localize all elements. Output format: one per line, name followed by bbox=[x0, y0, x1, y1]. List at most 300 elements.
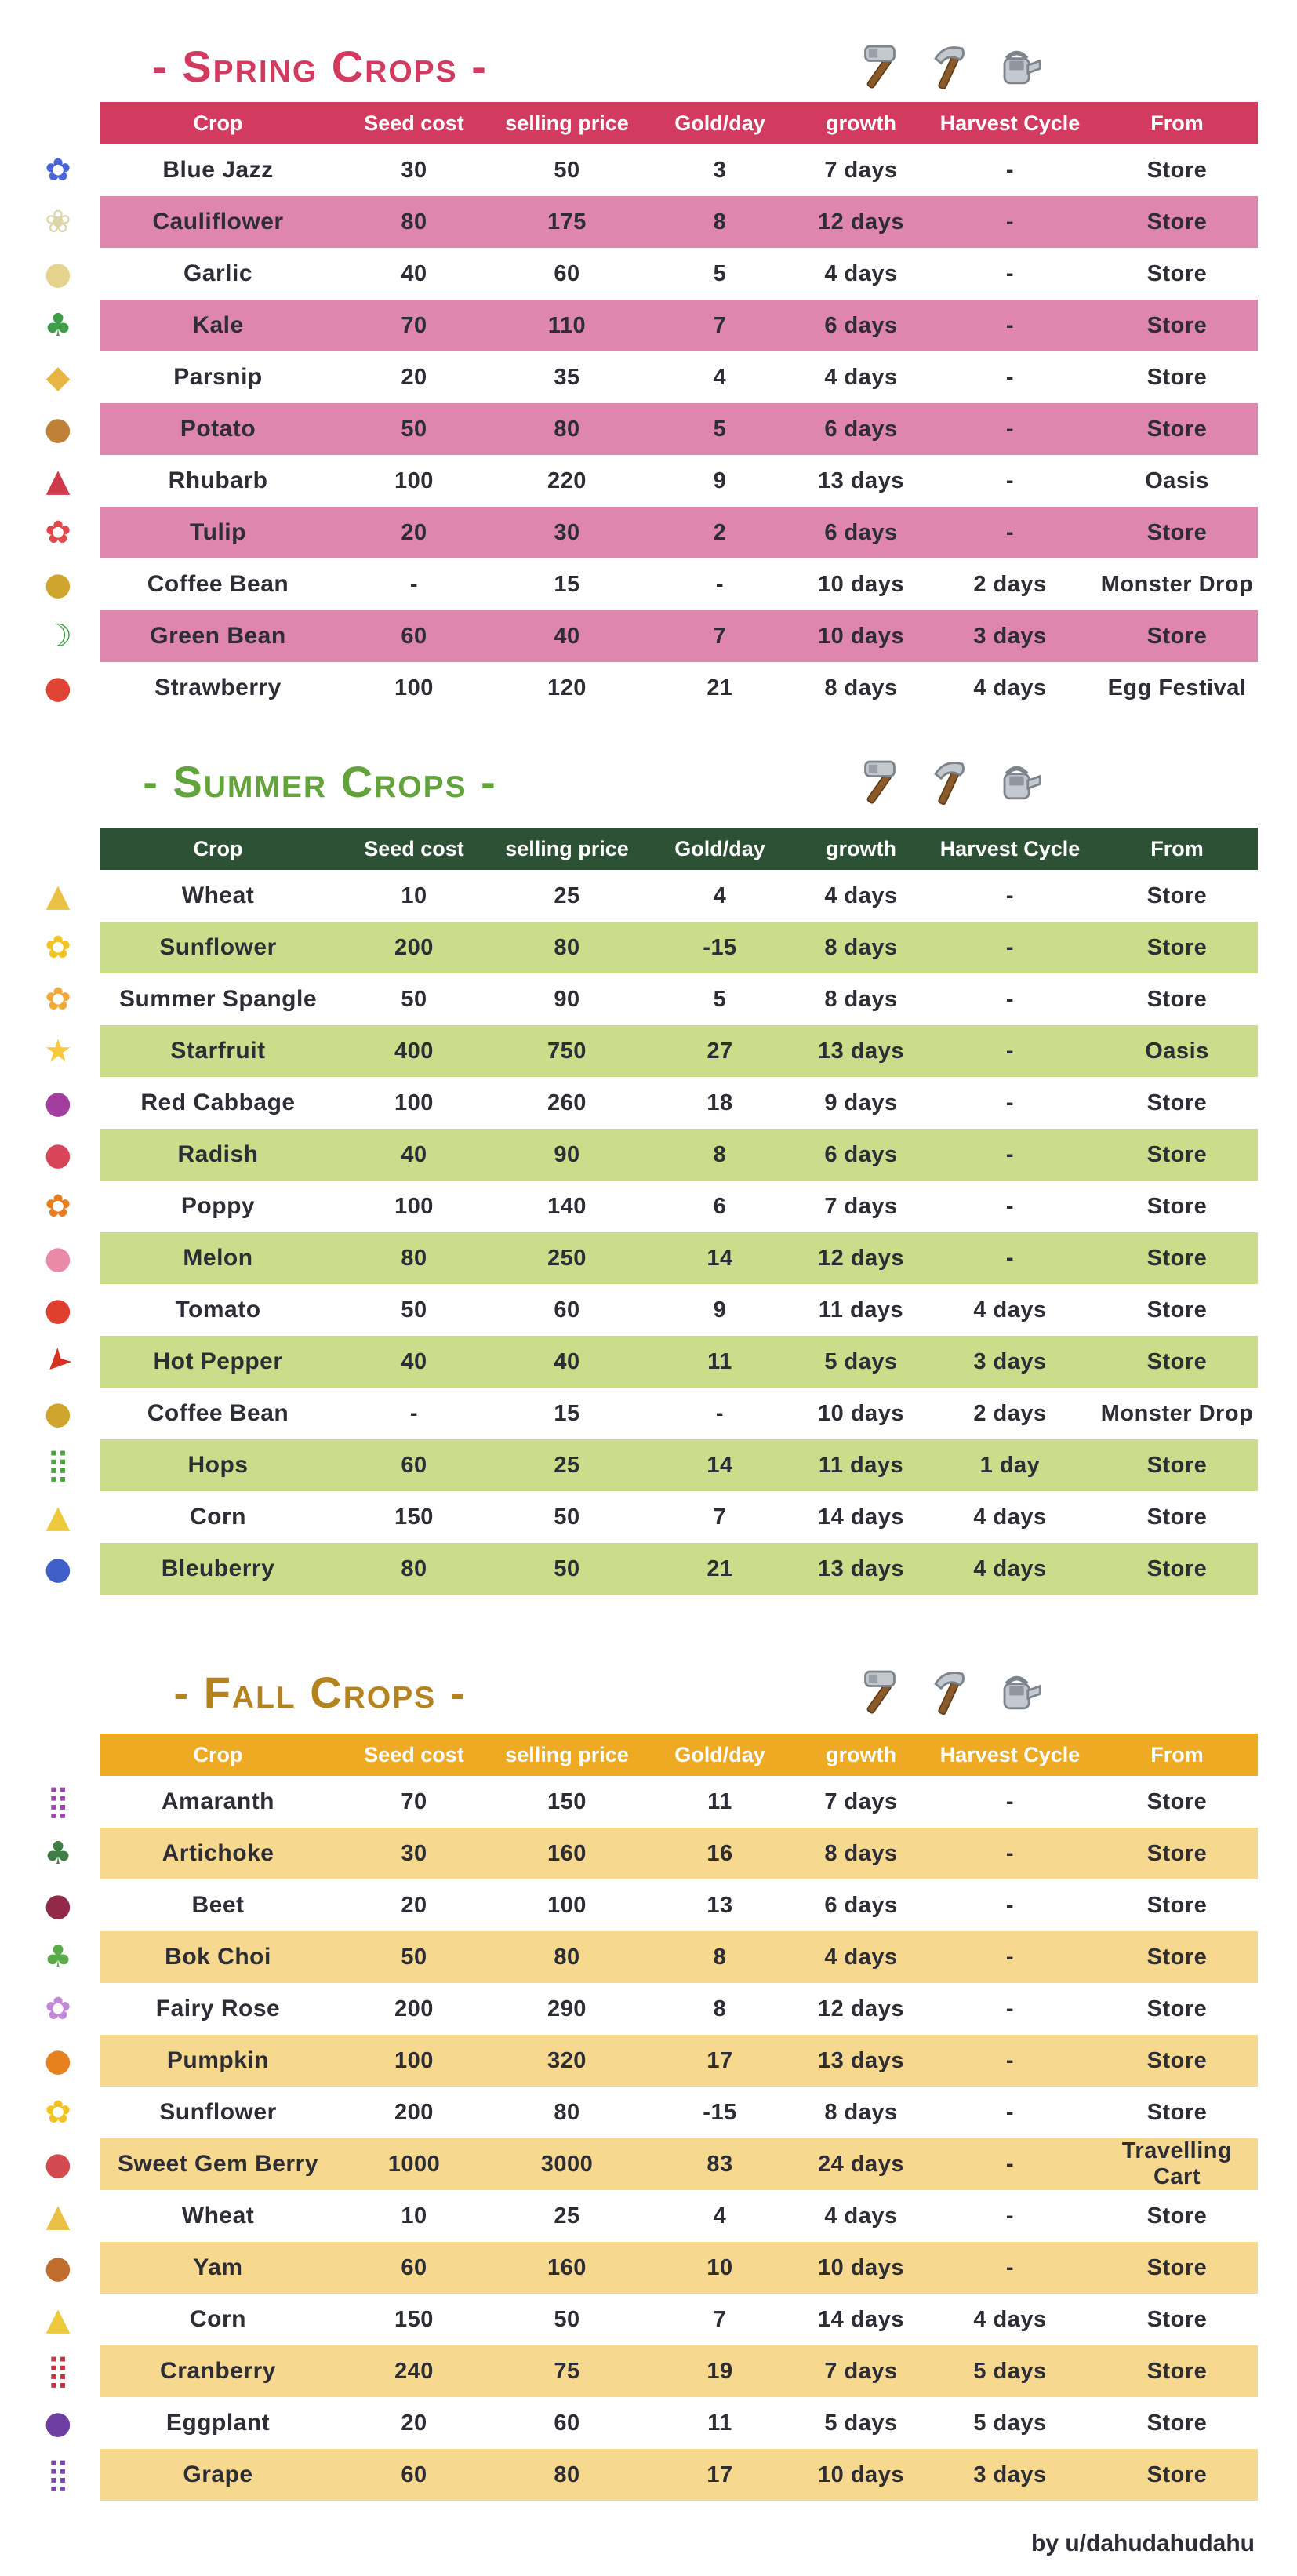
crop-row bbox=[45, 2294, 1258, 2345]
crop-name-cell: Tomato bbox=[175, 1297, 261, 1323]
growth-cell: 14 days bbox=[818, 2306, 904, 2332]
growth-cell: 5 days bbox=[824, 1348, 898, 1374]
growth-cell: 12 days bbox=[818, 209, 904, 235]
gold-per-day-cell: 8 bbox=[713, 1141, 727, 1167]
seed-cost-cell: 40 bbox=[401, 1348, 427, 1374]
crop-name-cell: Cranberry bbox=[160, 2358, 276, 2384]
column-header-selling-price: selling price bbox=[505, 836, 629, 860]
strawberry-icon: ● bbox=[44, 670, 72, 706]
crop-row bbox=[44, 403, 1258, 455]
from-cell: Oasis bbox=[1145, 1038, 1209, 1064]
column-header-seed-cost: Seed cost bbox=[364, 111, 464, 135]
crop-name-cell: Summer Spangle bbox=[118, 986, 318, 1012]
crop-name-cell: Wheat bbox=[181, 882, 255, 908]
beet-icon: ● bbox=[44, 1887, 72, 1923]
harvest-cycle-cell: 4 days bbox=[973, 1504, 1047, 1530]
spring-section-head bbox=[100, 31, 1258, 102]
spring-rows bbox=[44, 144, 1258, 714]
crop-name-cell: Parsnip bbox=[173, 364, 263, 390]
hoe-icon bbox=[922, 41, 975, 94]
growth-cell: 7 days bbox=[824, 1193, 898, 1219]
selling-price-cell: 80 bbox=[554, 2461, 580, 2487]
section-summer bbox=[35, 747, 1258, 1595]
gold-per-day-cell: - bbox=[715, 1400, 725, 1426]
crop-name-cell: Potato bbox=[180, 416, 256, 442]
growth-cell: 7 days bbox=[824, 157, 898, 183]
harvest-cycle-cell: - bbox=[1005, 1892, 1015, 1918]
gold-per-day-cell: 16 bbox=[707, 1840, 733, 1866]
seed-cost-cell: - bbox=[409, 1400, 419, 1426]
from-cell: Store bbox=[1146, 1555, 1208, 1581]
seed-cost-cell: - bbox=[409, 571, 419, 597]
seed-cost-cell: 100 bbox=[394, 675, 434, 700]
selling-price-cell: 290 bbox=[547, 1996, 587, 2021]
green-bean-icon: ☽ bbox=[44, 618, 72, 654]
selling-price-cell: 100 bbox=[547, 1892, 587, 1918]
potato-icon: ● bbox=[44, 411, 72, 447]
crop-name-cell: Garlic bbox=[183, 260, 253, 286]
crop-row bbox=[44, 2035, 1258, 2087]
hammer-icon bbox=[853, 41, 906, 94]
crop-row bbox=[46, 2449, 1258, 2501]
seed-cost-cell: 80 bbox=[401, 1555, 427, 1581]
seed-cost-cell: 80 bbox=[401, 209, 427, 235]
seed-cost-cell: 10 bbox=[401, 882, 427, 908]
gold-per-day-cell: 5 bbox=[713, 260, 727, 286]
selling-price-cell: 30 bbox=[554, 519, 580, 545]
crop-name-cell: Eggplant bbox=[165, 2410, 271, 2436]
crop-row bbox=[46, 1776, 1258, 1828]
crop-row bbox=[45, 1491, 1258, 1543]
harvest-cycle-cell: - bbox=[1005, 312, 1015, 338]
crop-name-cell: Cauliflower bbox=[152, 209, 284, 235]
selling-price-cell: 25 bbox=[554, 1452, 580, 1478]
growth-cell: 4 days bbox=[824, 1944, 898, 1970]
crop-row bbox=[45, 922, 1258, 973]
seed-cost-cell: 100 bbox=[394, 468, 434, 493]
tulip-icon: ✿ bbox=[45, 515, 71, 551]
from-cell: Store bbox=[1146, 2358, 1208, 2384]
seed-cost-cell: 20 bbox=[401, 2410, 427, 2436]
harvest-cycle-cell: 4 days bbox=[973, 1555, 1047, 1581]
gold-per-day-cell: 9 bbox=[713, 1297, 727, 1323]
gold-per-day-cell: 5 bbox=[713, 416, 727, 442]
watering-can-icon bbox=[991, 41, 1045, 94]
crop-row bbox=[44, 662, 1258, 714]
selling-price-cell: 35 bbox=[554, 364, 580, 390]
harvest-cycle-cell: - bbox=[1005, 986, 1015, 1012]
crop-row bbox=[46, 1439, 1258, 1491]
crop-name-cell: Pumpkin bbox=[166, 2047, 270, 2073]
selling-price-cell: 40 bbox=[554, 1348, 580, 1374]
from-cell: Store bbox=[1146, 2410, 1208, 2436]
column-header-growth: growth bbox=[826, 111, 896, 135]
harvest-cycle-cell: 5 days bbox=[973, 2410, 1047, 2436]
blueberry-icon: ● bbox=[44, 1551, 72, 1587]
from-cell: Store bbox=[1146, 1452, 1208, 1478]
selling-price-cell: 90 bbox=[554, 1141, 580, 1167]
harvest-cycle-cell: - bbox=[1005, 2203, 1015, 2229]
table-header-row bbox=[100, 102, 1258, 144]
from-cell: Store bbox=[1146, 2203, 1208, 2229]
seed-cost-cell: 100 bbox=[394, 1090, 434, 1115]
hot-pepper-icon: ➤ bbox=[35, 1339, 81, 1384]
harvest-cycle-cell: - bbox=[1005, 934, 1015, 960]
crop-name-cell: Bleuberry bbox=[161, 1555, 275, 1581]
growth-cell: 10 days bbox=[818, 1400, 904, 1426]
gold-per-day-cell: 4 bbox=[713, 364, 727, 390]
seed-cost-cell: 10 bbox=[401, 2203, 427, 2229]
credit-text: by u/dahudahudahu bbox=[1031, 2531, 1255, 2556]
harvest-cycle-cell: 4 days bbox=[973, 675, 1047, 700]
starfruit-icon: ★ bbox=[44, 1033, 72, 1069]
selling-price-cell: 260 bbox=[547, 1090, 587, 1115]
seed-cost-cell: 400 bbox=[394, 1038, 434, 1064]
selling-price-cell: 90 bbox=[554, 986, 580, 1012]
kale-icon: ♣ bbox=[44, 307, 72, 344]
crop-row bbox=[45, 973, 1258, 1025]
seed-cost-cell: 240 bbox=[394, 2358, 434, 2384]
harvest-cycle-cell: - bbox=[1005, 364, 1015, 390]
fall-rows bbox=[44, 1776, 1258, 2501]
crop-name-cell: Bok Choi bbox=[165, 1944, 271, 1970]
harvest-cycle-cell: 4 days bbox=[973, 1297, 1047, 1323]
seed-cost-cell: 70 bbox=[401, 312, 427, 338]
column-header-from: From bbox=[1150, 1742, 1204, 1766]
gold-per-day-cell: 19 bbox=[707, 2358, 733, 2384]
growth-cell: 7 days bbox=[824, 1788, 898, 1814]
seed-cost-cell: 20 bbox=[401, 364, 427, 390]
crop-row bbox=[44, 1077, 1258, 1129]
crop-name-cell: Kale bbox=[192, 312, 244, 338]
fall-section-head bbox=[100, 1663, 1258, 1723]
selling-price-cell: 60 bbox=[554, 260, 580, 286]
column-header-gold-per-day: Gold/day bbox=[674, 836, 765, 860]
gold-per-day-cell: 10 bbox=[707, 2254, 733, 2280]
pumpkin-icon: ● bbox=[44, 2043, 72, 2079]
from-cell: Store bbox=[1146, 2306, 1208, 2332]
column-header-from: From bbox=[1150, 836, 1204, 860]
growth-cell: 6 days bbox=[824, 312, 898, 338]
selling-price-cell: 50 bbox=[554, 1504, 580, 1530]
harvest-cycle-cell: - bbox=[1005, 1141, 1015, 1167]
crop-row bbox=[44, 2138, 1258, 2190]
gold-per-day-cell: 17 bbox=[707, 2047, 733, 2073]
crop-name-cell: Amaranth bbox=[161, 1788, 275, 1814]
growth-cell: 6 days bbox=[824, 416, 898, 442]
growth-cell: 12 days bbox=[818, 1996, 904, 2021]
selling-price-cell: 160 bbox=[547, 2254, 587, 2280]
from-cell: Store bbox=[1146, 1245, 1208, 1271]
summer-title: - Summer Crops - bbox=[143, 757, 497, 806]
crop-row bbox=[44, 248, 1258, 300]
seed-cost-cell: 30 bbox=[401, 157, 427, 183]
gold-per-day-cell: 14 bbox=[707, 1452, 733, 1478]
seed-cost-cell: 70 bbox=[401, 1788, 427, 1814]
harvest-cycle-cell: 2 days bbox=[973, 1400, 1047, 1426]
section-fall bbox=[44, 1663, 1258, 2501]
corn-icon: ▲ bbox=[45, 2301, 71, 2338]
growth-cell: 5 days bbox=[824, 2410, 898, 2436]
from-cell: Store bbox=[1146, 1892, 1208, 1918]
from-cell: Oasis bbox=[1145, 468, 1209, 493]
crop-row bbox=[45, 144, 1258, 196]
cauliflower-icon: ❀ bbox=[45, 204, 71, 240]
growth-cell: 4 days bbox=[824, 882, 898, 908]
watering-can-icon bbox=[991, 756, 1045, 810]
selling-price-cell: 750 bbox=[547, 1038, 587, 1064]
gold-per-day-cell: 11 bbox=[707, 2410, 732, 2436]
from-cell: Store bbox=[1146, 1141, 1208, 1167]
gold-per-day-cell: 17 bbox=[707, 2461, 733, 2487]
corn-icon: ▲ bbox=[45, 1499, 71, 1535]
growth-cell: 8 days bbox=[824, 1840, 898, 1866]
growth-cell: 24 days bbox=[818, 2151, 904, 2177]
crop-name-cell: Corn bbox=[190, 1504, 246, 1530]
from-cell: Store bbox=[1146, 416, 1208, 442]
column-header-selling-price: selling price bbox=[505, 1742, 629, 1766]
crop-row bbox=[45, 2190, 1258, 2242]
crop-name-cell: Green Bean bbox=[150, 623, 286, 649]
selling-price-cell: 220 bbox=[547, 468, 587, 493]
eggplant-icon: ● bbox=[44, 2405, 72, 2441]
harvest-cycle-cell: 5 days bbox=[973, 2358, 1047, 2384]
gold-per-day-cell: 18 bbox=[707, 1090, 733, 1115]
from-cell: Store bbox=[1146, 209, 1208, 235]
seed-cost-cell: 200 bbox=[394, 934, 434, 960]
crop-name-cell: Sunflower bbox=[159, 2099, 277, 2125]
summer-rows bbox=[35, 870, 1258, 1595]
tool-icons bbox=[853, 41, 1045, 94]
harvest-cycle-cell: 2 days bbox=[973, 571, 1047, 597]
crop-row bbox=[45, 1181, 1258, 1232]
selling-price-cell: 120 bbox=[547, 675, 587, 700]
crop-name-cell: Rhubarb bbox=[168, 468, 268, 493]
crop-name-cell: Beet bbox=[191, 1892, 245, 1918]
from-cell: Store bbox=[1146, 934, 1208, 960]
gold-per-day-cell: 21 bbox=[707, 675, 733, 700]
gold-per-day-cell: 13 bbox=[707, 1892, 733, 1918]
from-cell: Store bbox=[1146, 1297, 1208, 1323]
crop-name-cell: Sweet Gem Berry bbox=[118, 2151, 318, 2177]
selling-price-cell: 60 bbox=[554, 2410, 580, 2436]
selling-price-cell: 320 bbox=[547, 2047, 587, 2073]
seed-cost-cell: 20 bbox=[401, 519, 427, 545]
gold-per-day-cell: 14 bbox=[707, 1245, 733, 1271]
crop-name-cell: Hot Pepper bbox=[153, 1348, 283, 1374]
wheat-icon: ▲ bbox=[45, 878, 71, 914]
seed-cost-cell: 60 bbox=[401, 623, 427, 649]
from-cell: Store bbox=[1146, 2254, 1208, 2280]
gold-per-day-cell: 83 bbox=[707, 2151, 733, 2177]
selling-price-cell: 75 bbox=[554, 2358, 580, 2384]
from-cell: Store bbox=[1146, 1504, 1208, 1530]
crop-name-cell: Artichoke bbox=[162, 1840, 274, 1866]
crop-row bbox=[44, 1025, 1258, 1077]
harvest-cycle-cell: - bbox=[1005, 882, 1015, 908]
harvest-cycle-cell: - bbox=[1005, 2099, 1015, 2125]
column-header-growth: growth bbox=[826, 1742, 896, 1766]
selling-price-cell: 40 bbox=[554, 623, 580, 649]
selling-price-cell: 80 bbox=[554, 416, 580, 442]
sunflower-icon: ✿ bbox=[45, 930, 71, 966]
melon-icon: ● bbox=[44, 1240, 72, 1276]
harvest-cycle-cell: - bbox=[1005, 519, 1015, 545]
growth-cell: 8 days bbox=[824, 934, 898, 960]
seed-cost-cell: 80 bbox=[401, 1245, 427, 1271]
growth-cell: 11 days bbox=[818, 1452, 904, 1478]
growth-cell: 13 days bbox=[818, 1555, 904, 1581]
growth-cell: 6 days bbox=[824, 1141, 898, 1167]
harvest-cycle-cell: - bbox=[1005, 1245, 1015, 1271]
harvest-cycle-cell: - bbox=[1005, 260, 1015, 286]
harvest-cycle-cell: - bbox=[1005, 157, 1015, 183]
crop-name-cell: Coffee Bean bbox=[147, 571, 289, 597]
harvest-cycle-cell: - bbox=[1005, 2254, 1015, 2280]
harvest-cycle-cell: - bbox=[1005, 468, 1015, 493]
harvest-cycle-cell: - bbox=[1005, 1944, 1015, 1970]
cranberry-icon: ⣿ bbox=[46, 2353, 70, 2389]
seed-cost-cell: 50 bbox=[401, 416, 427, 442]
seed-cost-cell: 20 bbox=[401, 1892, 427, 1918]
harvest-cycle-cell: - bbox=[1005, 1840, 1015, 1866]
grape-icon: ⣿ bbox=[46, 2457, 70, 2493]
gold-per-day-cell: 4 bbox=[713, 2203, 727, 2229]
harvest-cycle-cell: - bbox=[1005, 1038, 1015, 1064]
seed-cost-cell: 50 bbox=[401, 1297, 427, 1323]
selling-price-cell: 50 bbox=[554, 157, 580, 183]
from-cell: Store bbox=[1146, 519, 1208, 545]
seed-cost-cell: 200 bbox=[394, 2099, 434, 2125]
yam-icon: ● bbox=[44, 2250, 72, 2286]
harvest-cycle-cell: - bbox=[1005, 209, 1015, 235]
from-cell: Store bbox=[1146, 364, 1208, 390]
crop-name-cell: Starfruit bbox=[170, 1038, 266, 1064]
harvest-cycle-cell: - bbox=[1005, 1193, 1015, 1219]
gold-per-day-cell: 8 bbox=[713, 1996, 727, 2021]
selling-price-cell: 50 bbox=[554, 1555, 580, 1581]
column-header-harvest-cycle: Harvest Cycle bbox=[939, 1742, 1081, 1766]
seed-cost-cell: 100 bbox=[394, 1193, 434, 1219]
crop-row bbox=[35, 1336, 1258, 1388]
column-header-crop: Crop bbox=[193, 111, 243, 135]
column-header-gold-per-day: Gold/day bbox=[674, 1742, 765, 1766]
sweet-gem-berry-icon: ● bbox=[44, 2146, 72, 2182]
seed-cost-cell: 150 bbox=[394, 1504, 434, 1530]
gold-per-day-cell: - bbox=[715, 571, 725, 597]
column-header-seed-cost: Seed cost bbox=[364, 1742, 464, 1766]
crop-row bbox=[45, 2087, 1258, 2138]
crop-name-cell: Melon bbox=[183, 1245, 253, 1271]
crop-name-cell: Blue Jazz bbox=[162, 157, 274, 183]
summer-spangle-icon: ✿ bbox=[45, 981, 71, 1017]
growth-cell: 13 days bbox=[818, 2047, 904, 2073]
growth-cell: 12 days bbox=[818, 1245, 904, 1271]
crop-name-cell: Grape bbox=[183, 2461, 253, 2487]
from-cell: Store bbox=[1146, 623, 1208, 649]
seed-cost-cell: 30 bbox=[401, 1840, 427, 1866]
gold-per-day-cell: -15 bbox=[703, 934, 737, 960]
growth-cell: 4 days bbox=[824, 364, 898, 390]
spring-title: - Spring Crops - bbox=[152, 42, 488, 91]
fall-crops-table bbox=[44, 1734, 1258, 2501]
growth-cell: 9 days bbox=[824, 1090, 898, 1115]
selling-price-cell: 25 bbox=[554, 2203, 580, 2229]
growth-cell: 7 days bbox=[824, 2358, 898, 2384]
selling-price-cell: 60 bbox=[554, 1297, 580, 1323]
growth-cell: 10 days bbox=[818, 2254, 904, 2280]
column-header-crop: Crop bbox=[193, 836, 243, 860]
from-cell: Egg Festival bbox=[1107, 675, 1247, 700]
from-cell: Store bbox=[1146, 882, 1208, 908]
selling-price-cell: 140 bbox=[547, 1193, 587, 1219]
crop-name-cell: Fairy Rose bbox=[155, 1996, 281, 2021]
selling-price-cell: 175 bbox=[547, 209, 587, 235]
selling-price-cell: 80 bbox=[554, 934, 580, 960]
parsnip-icon: ◆ bbox=[45, 359, 71, 395]
from-cell: Store bbox=[1146, 157, 1208, 183]
gold-per-day-cell: 2 bbox=[713, 519, 727, 545]
growth-cell: 13 days bbox=[818, 468, 904, 493]
selling-price-cell: 80 bbox=[554, 1944, 580, 1970]
garlic-icon: ● bbox=[44, 256, 72, 292]
seed-cost-cell: 40 bbox=[401, 1141, 427, 1167]
fairy-rose-icon: ✿ bbox=[45, 1991, 71, 2027]
seed-cost-cell: 60 bbox=[401, 1452, 427, 1478]
growth-cell: 10 days bbox=[818, 571, 904, 597]
crop-row bbox=[44, 1388, 1258, 1439]
selling-price-cell: 80 bbox=[554, 2099, 580, 2125]
growth-cell: 8 days bbox=[824, 2099, 898, 2125]
crop-row bbox=[45, 507, 1258, 558]
growth-cell: 13 days bbox=[818, 1038, 904, 1064]
harvest-cycle-cell: - bbox=[1005, 1788, 1015, 1814]
crop-row bbox=[46, 2345, 1258, 2397]
radish-icon: ● bbox=[44, 1137, 72, 1173]
seed-cost-cell: 60 bbox=[401, 2254, 427, 2280]
crop-name-cell: Yam bbox=[193, 2254, 243, 2280]
selling-price-cell: 3000 bbox=[540, 2151, 594, 2177]
hoe-icon bbox=[922, 1666, 975, 1719]
gold-per-day-cell: 7 bbox=[713, 312, 727, 338]
from-cell: Monster Drop bbox=[1100, 1400, 1254, 1426]
crop-row bbox=[44, 1129, 1258, 1181]
from-cell: Store bbox=[1146, 1348, 1208, 1374]
gold-per-day-cell: 27 bbox=[707, 1038, 733, 1064]
crop-name-cell: Red Cabbage bbox=[140, 1090, 296, 1115]
gold-per-day-cell: 5 bbox=[713, 986, 727, 1012]
from-cell: Store bbox=[1146, 1996, 1208, 2021]
gold-per-day-cell: 4 bbox=[713, 882, 727, 908]
hops-icon: ⣿ bbox=[46, 1447, 70, 1483]
rhubarb-icon: ▲ bbox=[45, 463, 71, 499]
hammer-icon bbox=[853, 1666, 906, 1719]
crop-name-cell: Coffee Bean bbox=[147, 1400, 289, 1426]
tomato-icon: ● bbox=[44, 1292, 72, 1328]
harvest-cycle-cell: 4 days bbox=[973, 2306, 1047, 2332]
coffee-bean-icon: ● bbox=[44, 1395, 72, 1432]
summer-crops-table bbox=[35, 828, 1258, 1595]
tool-icons bbox=[853, 1666, 1045, 1719]
harvest-cycle-cell: - bbox=[1005, 2151, 1015, 2177]
seed-cost-cell: 60 bbox=[401, 2461, 427, 2487]
summer-section-head bbox=[100, 747, 1258, 817]
from-cell: Store bbox=[1146, 1788, 1208, 1814]
crop-name-cell: Strawberry bbox=[154, 675, 282, 700]
column-header-from: From bbox=[1150, 111, 1204, 135]
crop-row bbox=[44, 300, 1258, 351]
gold-per-day-cell: 7 bbox=[713, 1504, 727, 1530]
